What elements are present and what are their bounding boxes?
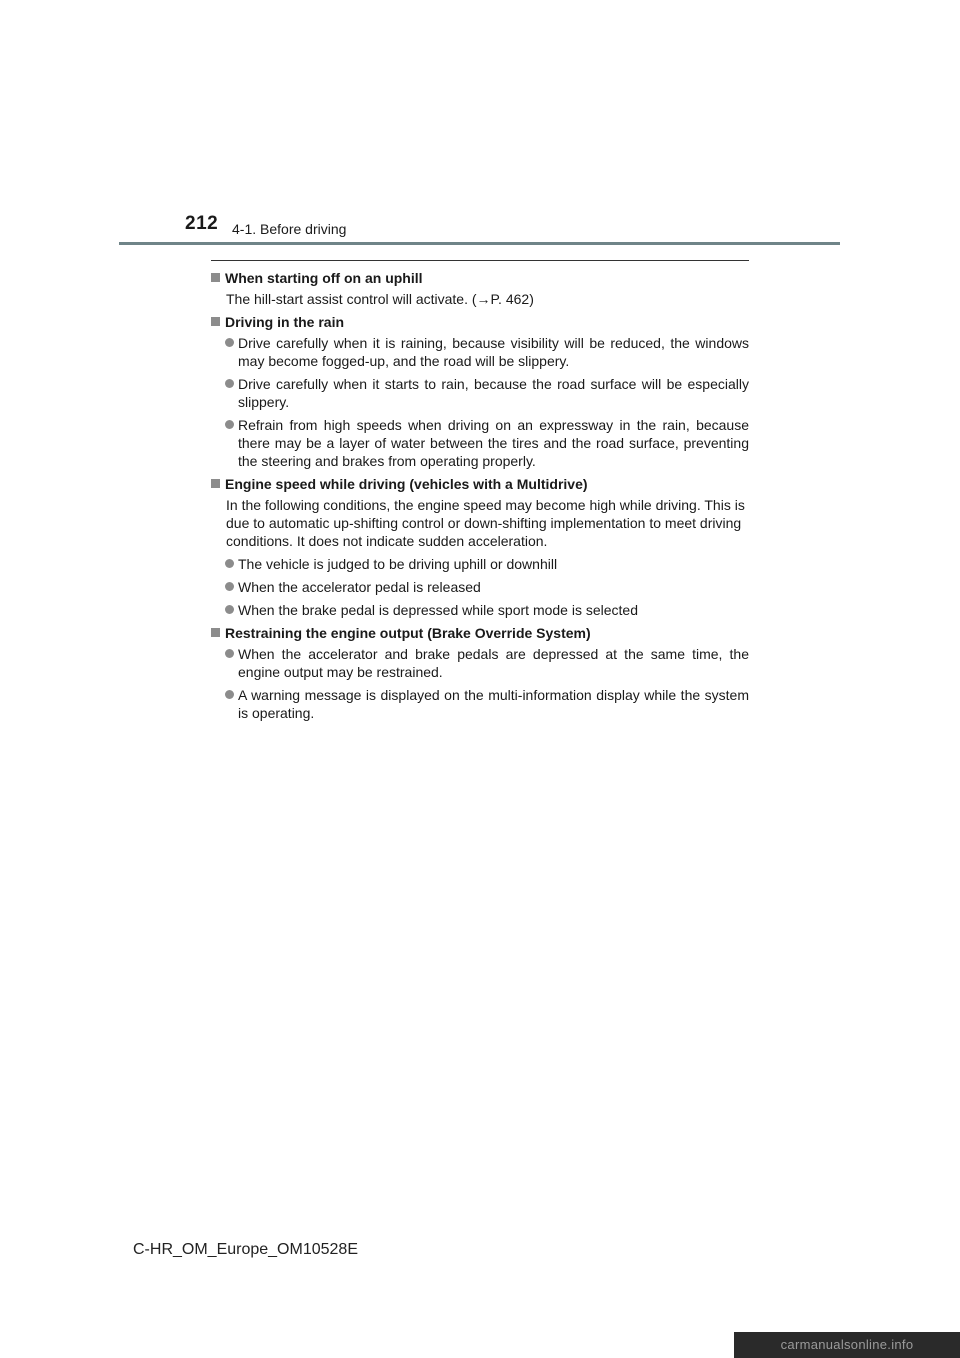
square-bullet-icon: [211, 273, 220, 282]
list-item-text: Drive carefully when it is raining, because visibility will be reduced, the windows may become fogged-up, and the road will be slippery.: [238, 335, 749, 369]
list-item-text: The vehicle is judged to be driving uphill or downhill: [238, 556, 558, 572]
list-item: [211, 334, 749, 370]
list-item: [211, 686, 749, 722]
circle-bullet-icon: [225, 420, 234, 429]
section-engine-speed: [211, 475, 749, 619]
square-bullet-icon: [211, 479, 220, 488]
list-item: [211, 416, 749, 470]
circle-bullet-icon: [225, 582, 234, 591]
list-item-text: When the brake pedal is depressed while sport mode is selected: [238, 602, 638, 618]
list-item: [211, 601, 749, 619]
square-bullet-icon: [211, 628, 220, 637]
list-item-text: When the accelerator pedal is released: [238, 579, 481, 595]
section-heading: [211, 313, 749, 331]
section-paragraph: In the following conditions, the engine speed may become high while driving. This is due to automatic up-shifting control or down-shifting implementation to meet driving conditions. It does not indicate sudden acceleration.: [226, 497, 745, 549]
list-item-text: When the accelerator and brake pedals are depressed at the same time, the engine output may be restrained.: [238, 646, 749, 680]
circle-bullet-icon: [225, 690, 234, 699]
circle-bullet-icon: [225, 379, 234, 388]
circle-bullet-icon: [225, 649, 234, 658]
content: [211, 265, 749, 727]
section-brake-override: [211, 624, 749, 722]
section-uphill: [211, 269, 749, 308]
heading-text: Engine speed while driving (vehicles with a Multidrive): [225, 476, 588, 492]
section-heading: [211, 269, 749, 287]
circle-bullet-icon: [225, 559, 234, 568]
header-rule: [119, 242, 840, 245]
list-item: [211, 645, 749, 681]
list-item: [211, 555, 749, 573]
heading-text: When starting off on an uphill: [225, 270, 423, 286]
section-paragraph: The hill-start assist control will activate. (→P. 462): [226, 291, 534, 307]
list-item: [211, 375, 749, 411]
section-rain: [211, 313, 749, 470]
list-item-text: Refrain from high speeds when driving on an expressway in the rain, because there may be a layer of water between the tires and the road surface, preventing the steering and brakes from operating properly.: [238, 417, 749, 469]
list-item-text: A warning message is displayed on the multi-information display while the system is operating.: [238, 687, 749, 721]
footer-doc-code: C-HR_OM_Europe_OM10528E: [133, 1241, 358, 1258]
circle-bullet-icon: [225, 338, 234, 347]
heading-text: Restraining the engine output (Brake Override System): [225, 625, 591, 641]
heading-text: Driving in the rain: [225, 314, 345, 330]
section-heading: [211, 475, 749, 493]
section-heading: [211, 624, 749, 642]
square-bullet-icon: [211, 317, 220, 326]
list-item: [211, 578, 749, 596]
watermark[interactable]: carmanualsonline.info: [734, 1332, 960, 1358]
page-number: 212: [185, 213, 219, 234]
circle-bullet-icon: [225, 605, 234, 614]
content-rule: [211, 260, 749, 261]
list-item-text: Drive carefully when it starts to rain, because the road surface will be especially slippery.: [238, 376, 749, 410]
section-title: 4-1. Before driving: [232, 221, 347, 237]
